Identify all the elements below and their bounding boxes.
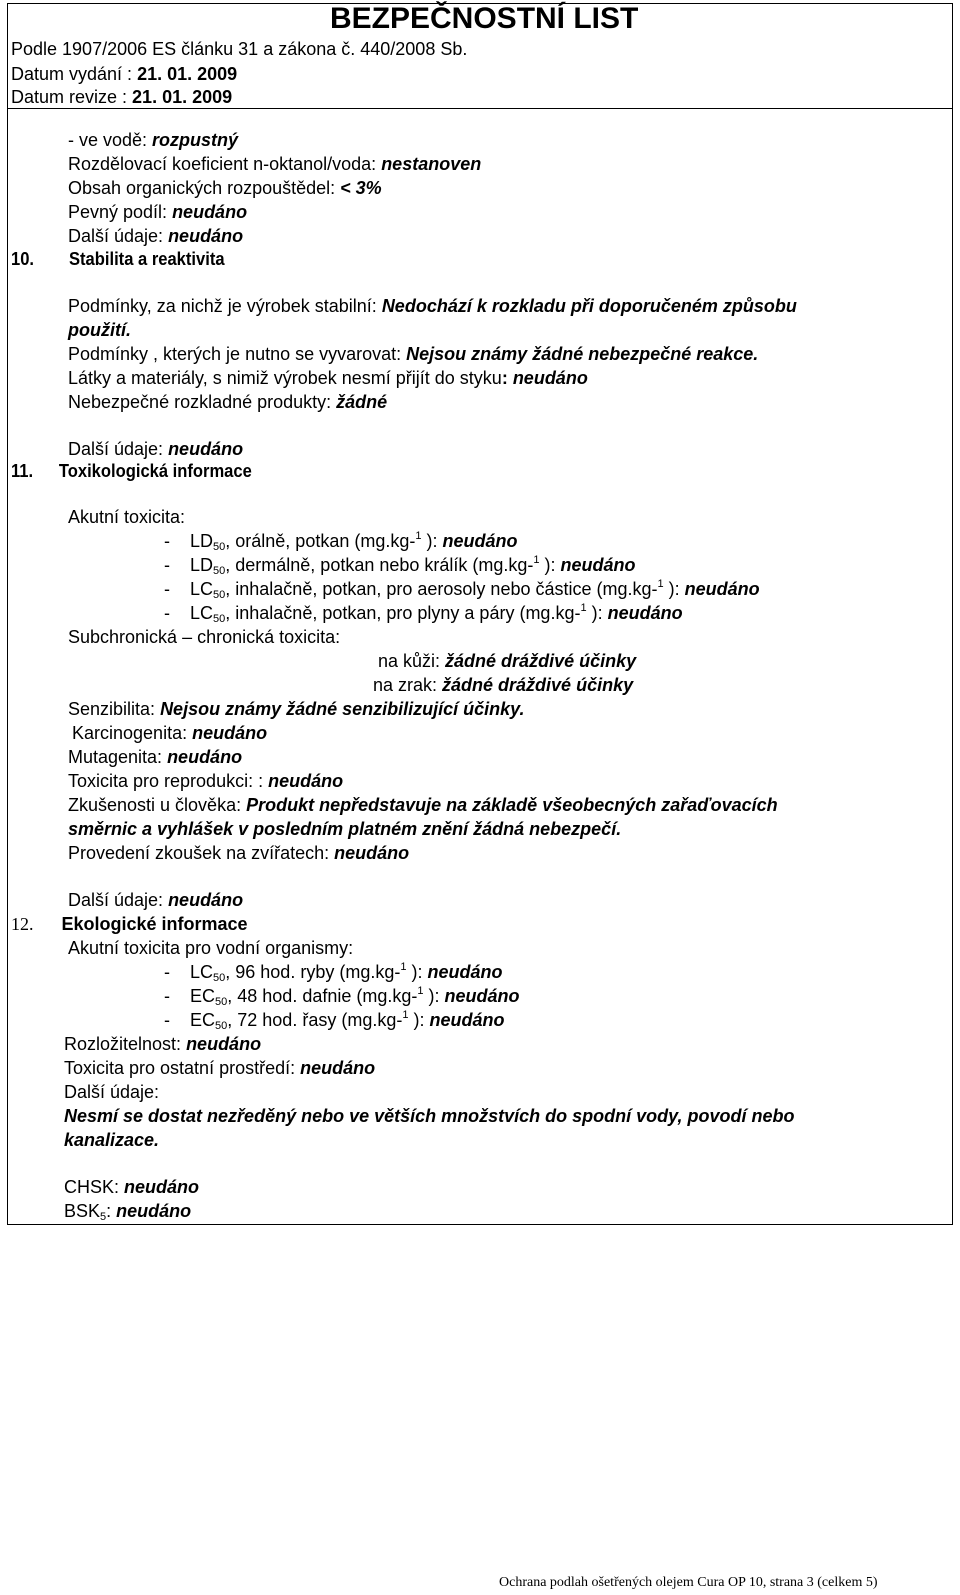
- eco-item-sup: 1: [417, 985, 424, 997]
- bsk-value: neudáno: [116, 1201, 192, 1221]
- section-12-number: 12.: [11, 914, 34, 934]
- tox-item-sup: 1: [580, 602, 587, 614]
- human-experience: [68, 794, 778, 816]
- tox-item-main: LD: [190, 555, 214, 575]
- tox-item-main: LC: [190, 603, 214, 623]
- chsk-label: CHSK:: [64, 1177, 125, 1197]
- section-11-heading: [11, 460, 252, 482]
- revision-date-line: [11, 86, 232, 108]
- subchronic-toxicity-label: Subchronická – chronická toxicita:: [68, 627, 341, 647]
- tox-item-text: , inhalačně, potkan, pro aerosoly nebo částice (mg.kg-: [225, 579, 658, 599]
- issue-date-line: [11, 63, 237, 85]
- eco-item: [164, 985, 520, 1007]
- eco-item-dash: -: [164, 962, 170, 982]
- degr-label: Rozložitelnost:: [64, 1034, 187, 1054]
- chsk: [64, 1176, 199, 1198]
- bsk-label: BSK: [64, 1201, 101, 1221]
- document-title: BEZPEČNOSTNÍ LIST: [330, 2, 639, 35]
- tox-item-value: neudáno: [560, 555, 636, 575]
- partition-coefficient: [68, 153, 481, 175]
- eco-item-text: , 96 hod. ryby (mg.kg-: [225, 962, 401, 982]
- tox-item-close: ):: [421, 531, 443, 551]
- decomp-label: Nebezpečné rozkladné produkty:: [68, 392, 337, 412]
- tox-item-text: , orálně, potkan (mg.kg-: [225, 531, 416, 551]
- aquatic-toxicity-label: Akutní toxicita pro vodní organismy:: [68, 938, 354, 958]
- env-value: neudáno: [300, 1058, 376, 1078]
- solids-label: Pevný podíl:: [68, 202, 173, 222]
- animal-value: neudáno: [334, 843, 410, 863]
- issue-date-value: 21. 01. 2009: [137, 64, 238, 84]
- repro-value: neudáno: [268, 771, 344, 791]
- human-value: Produkt nepředstavuje na základě všeobecných zařaďovacích: [246, 795, 778, 815]
- eco-item-main: LC: [190, 962, 214, 982]
- section-10-heading: [11, 248, 225, 270]
- eco-item-text: , 48 hod. dafnie (mg.kg-: [227, 986, 418, 1006]
- mutagenicity: [68, 746, 242, 768]
- degr-value: neudáno: [186, 1034, 262, 1054]
- water-warning: Nesmí se dostat nezředěný nebo ve větších množstvích do spodní vody, povodí nebo: [64, 1106, 795, 1126]
- tox-item-sup: 1: [415, 530, 422, 542]
- section-10-number: 10.: [11, 249, 35, 269]
- section-11-number: 11.: [11, 461, 34, 481]
- s11-other-value: neudáno: [168, 890, 244, 910]
- tox-item-value: neudáno: [442, 531, 518, 551]
- tox-item-sub: 50: [213, 613, 226, 625]
- water-warning-cont: kanalizace.: [64, 1130, 160, 1150]
- sens-value: Nejsou známy žádné senzibilizující účinky.: [160, 699, 525, 719]
- skin-effects: [378, 650, 636, 672]
- s9-other-label: Další údaje:: [68, 226, 169, 246]
- section-10-title: Stabilita a reaktivita: [68, 249, 225, 269]
- skin-label: na kůži:: [378, 651, 446, 671]
- human-experience-cont: směrnic a vyhlášek v posledním platném znění žádná nebezpečí.: [68, 819, 622, 839]
- eco-item-dash: -: [164, 986, 170, 1006]
- eco-item-sup: 1: [400, 961, 407, 973]
- stable-label: Podmínky, za nichž je výrobek stabilní:: [68, 296, 382, 316]
- contact-label: Látky a materiály, s nimiž výrobek nesmí přijít do styku: [68, 368, 502, 388]
- tox-item-dash: -: [164, 555, 170, 575]
- tox-item-close: ):: [539, 555, 561, 575]
- tox-item-value: neudáno: [607, 603, 683, 623]
- muta-value: neudáno: [167, 747, 243, 767]
- partition-value: nestanoven: [381, 154, 482, 174]
- skin-value: žádné dráždivé účinky: [445, 651, 637, 671]
- muta-label: Mutagenita:: [68, 747, 168, 767]
- tox-item: [164, 554, 636, 576]
- env-label: Toxicita pro ostatní prostředí:: [64, 1058, 301, 1078]
- avoid-conditions: [68, 343, 758, 365]
- regulation-line: Podle 1907/2006 ES článku 31 a zákona č. 440/2008 Sb.: [11, 39, 468, 59]
- tox-item-main: LD: [190, 531, 214, 551]
- tox-item-main: LC: [190, 579, 214, 599]
- water-solubility: [68, 129, 238, 151]
- tox-item-sup: 1: [533, 554, 540, 566]
- solvents-label: Obsah organických rozpouštědel:: [68, 178, 341, 198]
- human-label: Zkušenosti u člověka:: [68, 795, 247, 815]
- water-value: rozpustný: [152, 130, 239, 150]
- section-12-title: Ekologické informace: [61, 914, 248, 934]
- water-label: - ve vodě:: [68, 130, 153, 150]
- repro-label: Toxicita pro reprodukci: :: [68, 771, 269, 791]
- stable-value: Nedochází k rozkladu při doporučeném způsobu: [381, 296, 797, 316]
- eco-item-dash: -: [164, 1010, 170, 1030]
- carc-value: neudáno: [192, 723, 268, 743]
- sensitization: [68, 698, 525, 720]
- eye-effects: [373, 674, 633, 696]
- tox-item-text: , dermálně, potkan nebo králík (mg.kg-: [225, 555, 534, 575]
- sens-label: Senzibilita:: [68, 699, 161, 719]
- tox-item-sub: 50: [213, 541, 226, 553]
- eco-item-value: neudáno: [427, 962, 503, 982]
- s10-other-label: Další údaje:: [68, 439, 169, 459]
- page-footer: Ochrana podlah ošetřených olejem Cura OP 10, strana 3 (celkem 5): [499, 1575, 878, 1590]
- solids-value: neudáno: [172, 202, 248, 222]
- eco-item-close: ):: [406, 962, 428, 982]
- eye-label: na zrak:: [373, 675, 443, 695]
- eye-value: žádné dráždivé účinky: [442, 675, 634, 695]
- bsk-sub: 5: [100, 1211, 107, 1223]
- tox-item-sub: 50: [213, 589, 226, 601]
- solids-content: [68, 201, 247, 223]
- decomp-value: žádné: [336, 392, 388, 412]
- revision-date-value: 21. 01. 2009: [132, 87, 233, 107]
- tox-item-close: ):: [663, 579, 685, 599]
- eco-item-sub: 50: [215, 1020, 228, 1032]
- tox-item-sub: 50: [213, 565, 226, 577]
- tox-item-close: ):: [586, 603, 608, 623]
- bsk-colon: :: [106, 1201, 117, 1221]
- s9-other-value: neudáno: [168, 226, 244, 246]
- s11-other-data: [68, 889, 243, 911]
- decomposition-products: [68, 391, 387, 413]
- eco-item-sub: 50: [213, 972, 226, 984]
- chsk-value: neudáno: [124, 1177, 200, 1197]
- contact-value: neudáno: [512, 368, 588, 388]
- eco-item-main: EC: [190, 1010, 216, 1030]
- s11-other-label: Další údaje:: [68, 890, 169, 910]
- solvents-content: [68, 177, 382, 199]
- section-12-heading: [11, 913, 248, 935]
- tox-item-sup: 1: [657, 578, 664, 590]
- avoid-value: Nejsou známy žádné nebezpečné reakce.: [406, 344, 759, 364]
- reproductive-toxicity: [68, 770, 343, 792]
- tox-item: [164, 530, 517, 552]
- eco-item-text: , 72 hod. řasy (mg.kg-: [227, 1010, 403, 1030]
- eco-item-value: neudáno: [444, 986, 520, 1006]
- animal-label: Provedení zkoušek na zvířatech:: [68, 843, 335, 863]
- eco-item-value: neudáno: [429, 1010, 505, 1030]
- s9-other-data: [68, 225, 243, 247]
- degradability: [64, 1033, 261, 1055]
- incompatible-materials: [68, 367, 588, 389]
- animal-testing: [68, 842, 409, 864]
- tox-item-dash: -: [164, 531, 170, 551]
- tox-item-text: , inhalačně, potkan, pro plyny a páry (mg.kg-: [225, 603, 581, 623]
- carc-label: Karcinogenita:: [72, 723, 193, 743]
- tox-item-dash: -: [164, 603, 170, 623]
- eco-item-close: ):: [423, 986, 445, 1006]
- tox-item-dash: -: [164, 579, 170, 599]
- environmental-toxicity: [64, 1057, 375, 1079]
- s10-other-data: [68, 438, 243, 460]
- bsk5: [64, 1200, 191, 1222]
- eco-item-main: EC: [190, 986, 216, 1006]
- tox-item: [164, 602, 683, 624]
- avoid-label: Podmínky , kterých je nutno se vyvarovat:: [68, 344, 407, 364]
- issue-date-label: Datum vydání :: [11, 64, 138, 84]
- solvents-value: < 3%: [340, 178, 382, 198]
- s12-other-label: Další údaje:: [64, 1082, 160, 1102]
- partition-label: Rozdělovací koeficient n-oktanol/voda:: [68, 154, 382, 174]
- eco-item-sub: 50: [215, 996, 228, 1008]
- tox-item-value: neudáno: [684, 579, 760, 599]
- stability-conditions-cont: použití.: [68, 320, 131, 340]
- contact-colon: :: [501, 368, 513, 388]
- eco-item-close: ):: [408, 1010, 430, 1030]
- revision-date-label: Datum revize :: [11, 87, 133, 107]
- section-11-title: Toxikologická informace: [58, 461, 252, 481]
- carcinogenicity: [72, 722, 267, 744]
- tox-item: [164, 578, 760, 600]
- stability-conditions: [68, 295, 797, 317]
- eco-item-sup: 1: [402, 1009, 409, 1021]
- eco-item: [164, 1009, 504, 1031]
- acute-toxicity-label: Akutní toxicita:: [68, 507, 186, 527]
- s10-other-value: neudáno: [168, 439, 244, 459]
- eco-item: [164, 961, 502, 983]
